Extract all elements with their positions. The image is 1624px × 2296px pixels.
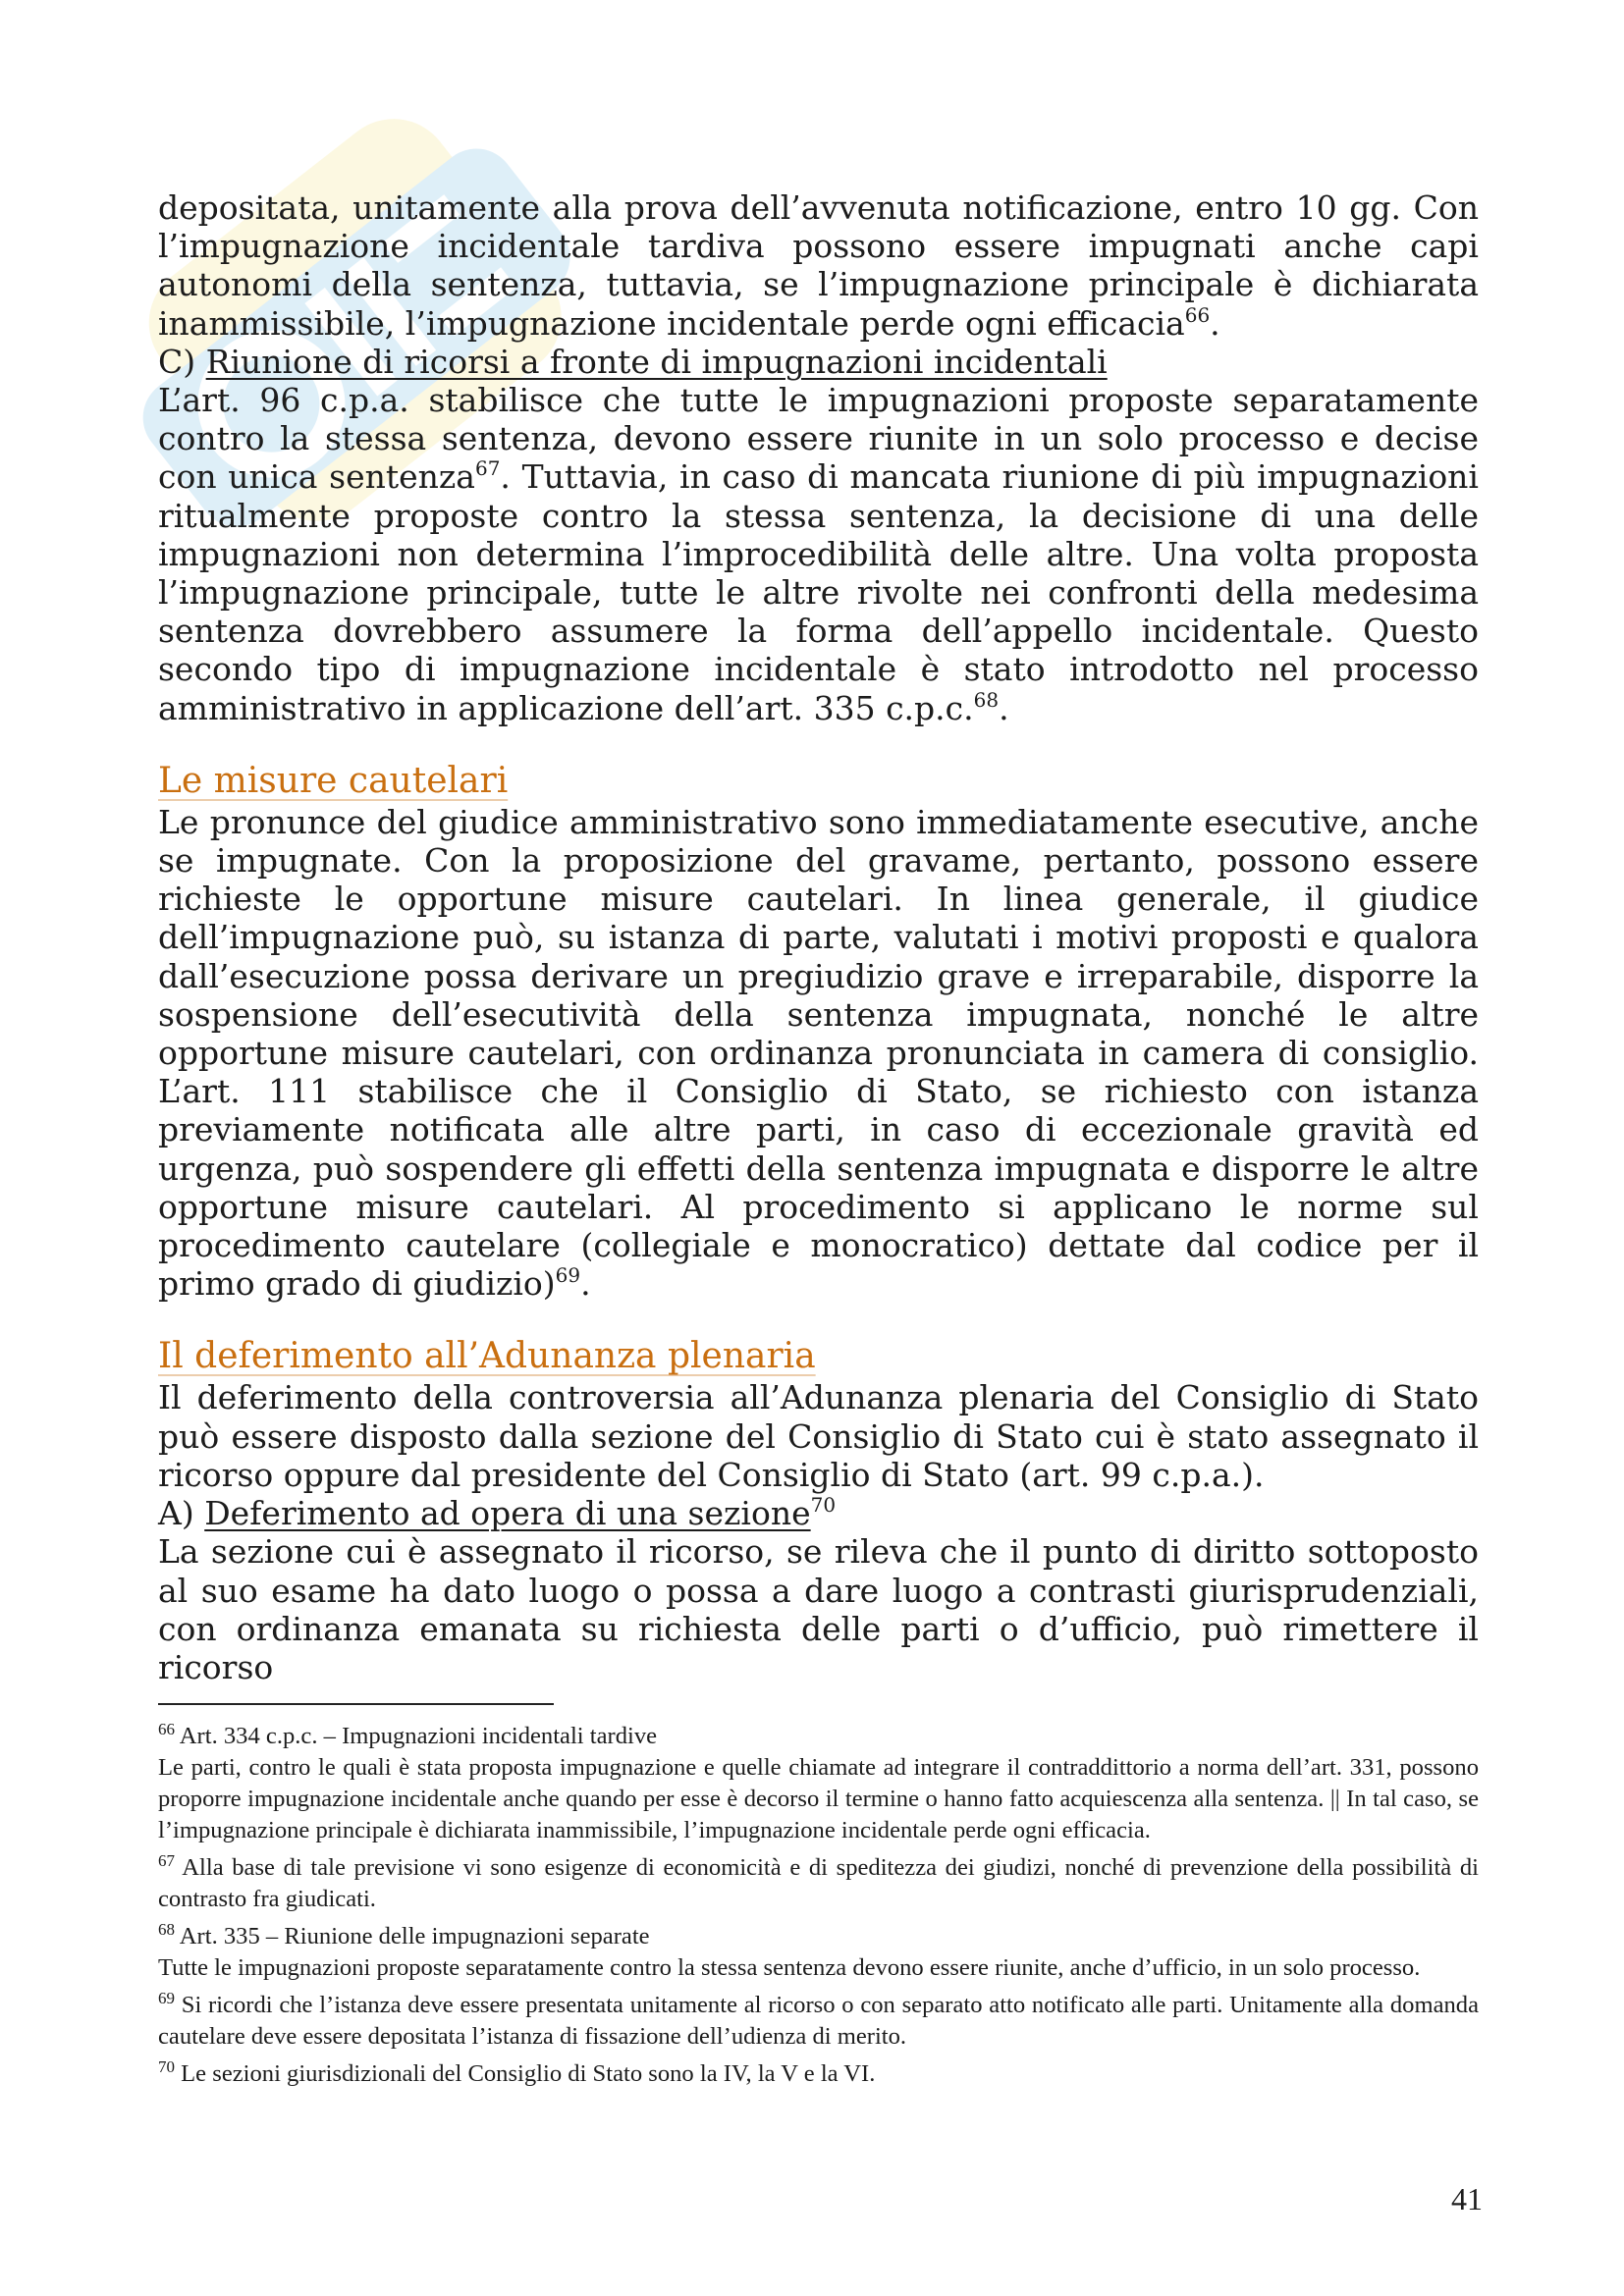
footnote-ref-68[interactable]: 68	[973, 687, 1000, 712]
footnote-ref-66[interactable]: 66	[1184, 302, 1211, 327]
footnotes	[158, 1721, 1479, 2096]
paragraph-sezione-rimessione: La sezione cui è assegnato il ricorso, se rileva che il punto di diritto sottoposto al suo esame ha dato luogo o possa a dare luogo a contrasti giurisprudenziali, con ordinanza emanata su richiesta delle parti o d’ufficio, può rimettere il ricorso	[158, 1532, 1479, 1686]
paragraph-riunione: L’art. 96 c.p.a. stabilisce che tutte le impugnazioni proposte separatamente contro la stessa sentenza, devono essere riunite in un solo processo e decise con unica sentenza$^{67}$. Tuttavia, in caso di mancata riunione di più impugnazioni ritualmente proposte contro la stessa sentenza, la decisione di una delle impugnazioni non determina l’improcedibilità delle altre. Una volta proposta l’impugnazione principale, tutte le altre rivolte nei confronti della medesima sentenza dovrebbero assumere la forma dell’appello incidentale. Questo secondo tipo di impugnazione incidentale è stato introdotto nel processo amministrativo in applicazione dell’art. 335 c.p.c.$^{68}$.	[158, 381, 1479, 727]
subheading-deferimento-sezione-title: Deferimento ad opera di una sezione	[204, 1494, 811, 1533]
page-body	[158, 188, 1479, 1686]
footnote-ref-67[interactable]: 67	[474, 456, 501, 481]
heading-deferimento: Il deferimento all’Adunanza plenaria	[158, 1336, 816, 1377]
footnote-ref-69[interactable]: 69	[555, 1263, 581, 1288]
footnote-separator	[158, 1703, 554, 1705]
paragraph-misure-cautelari: Le pronunce del giudice amministrativo sono immediatamente esecutive, anche se impugnate. Con la proposizione del gravame, pertanto, possono essere richieste le opportune misure cautelari. In linea generale, il giudice dell’impugnazione può, su istanza di parte, valutati i motivi proposti e qualora dall’esecuzione possa derivare un pregiudizio grave e irreparabile, disporre la sospensione dell’esecutività della sentenza impugnata, nonché le altre opportune misure cautelari, con ordinanza pronunciata in camera di consiglio. L’art. 111 stabilisce che il Consiglio di Stato, se richiesto con istanza previamente notificata alle altre parti, in caso di eccezionale gravità ed urgenza, può sospendere gli effetti della sentenza impugnata e disporre le altre opportune misure cautelari. Al procedimento si applicano le norme sul procedimento cautelare (collegiale e monocratico) dettate dal codice per il primo grado di giudizio)$^{69}$.	[158, 802, 1479, 1304]
page-number: 41	[1451, 2181, 1483, 2216]
footnote-70: $^{70}$ Le sezioni giurisdizionali del Consiglio di Stato sono la IV, la V e la VI.	[158, 2057, 876, 2087]
subheading-riunione-title: Riunione di ricorsi a fronte di impugnazioni incidentali	[205, 342, 1108, 381]
paragraph-deferimento: Il deferimento della controversia all’Adunanza plenaria del Consiglio di Stato può essere disposto dalla sezione del Consiglio di Stato cui è stato assegnato il ricorso oppure dal presidente del Consiglio di Stato (art. 99 c.p.a.).	[158, 1378, 1479, 1494]
footnote-68: $^{68}$ Art. 335 – Riunione delle impugnazioni separate Tutte le impugnazioni proposte separatamente contro la stessa sentenza devono essere riunite, anche d’ufficio, in un solo processo.	[158, 1920, 1421, 1981]
paragraph-impugnazione-tardiva: depositata, unitamente alla prova dell’avvenuta notificazione, entro 10 gg. Con l’impugnazione incidentale tardiva possono essere impugnati anche capi autonomi della sentenza, tuttavia, se l’impugnazione principale è dichiarata inammissibile, l’impugnazione incidentale perde ogni efficacia$^{66}$.	[158, 188, 1479, 343]
footnote-ref-70[interactable]: 70	[810, 1493, 837, 1518]
footnote-69: $^{69}$ Si ricordi che l’istanza deve essere presentata unitamente al ricorso o con separato atto notificato alle parti. Unitamente alla domanda cautelare deve essere depositata l’istanza di fissazione dell’udienza di merito.	[158, 1989, 1479, 2050]
footnote-66: $^{66}$ Art. 334 c.p.c. – Impugnazioni incidentali tardive Le parti, contro le quali è stata proposta impugnazione e quelle chiamate ad integrare il contraddittorio a norma dell’art. 331, possono proporre impugnazione incidentale anche quando per esse è decorso il termine o hanno fatto acquiescenza alla sentenza. || In tal caso, se l’impugnazione principale è dichiarata inammissibile, l’impugnazione incidentale perde ogni efficacia.	[158, 1720, 1479, 1843]
subheading-deferimento-sezione: A) Deferimento ad opera di una sezione$^{70}$	[158, 1493, 837, 1533]
subheading-riunione: C) Riunione di ricorsi a fronte di impugnazioni incidentali	[158, 342, 1108, 381]
heading-misure-cautelari: Le misure cautelari	[158, 760, 509, 801]
footnote-67: $^{67}$ Alla base di tale previsione vi sono esigenze di economicità e di speditezza dei giudizi, nonché di prevenzione della possibilità di contrasto fra giudicati.	[158, 1851, 1479, 1912]
